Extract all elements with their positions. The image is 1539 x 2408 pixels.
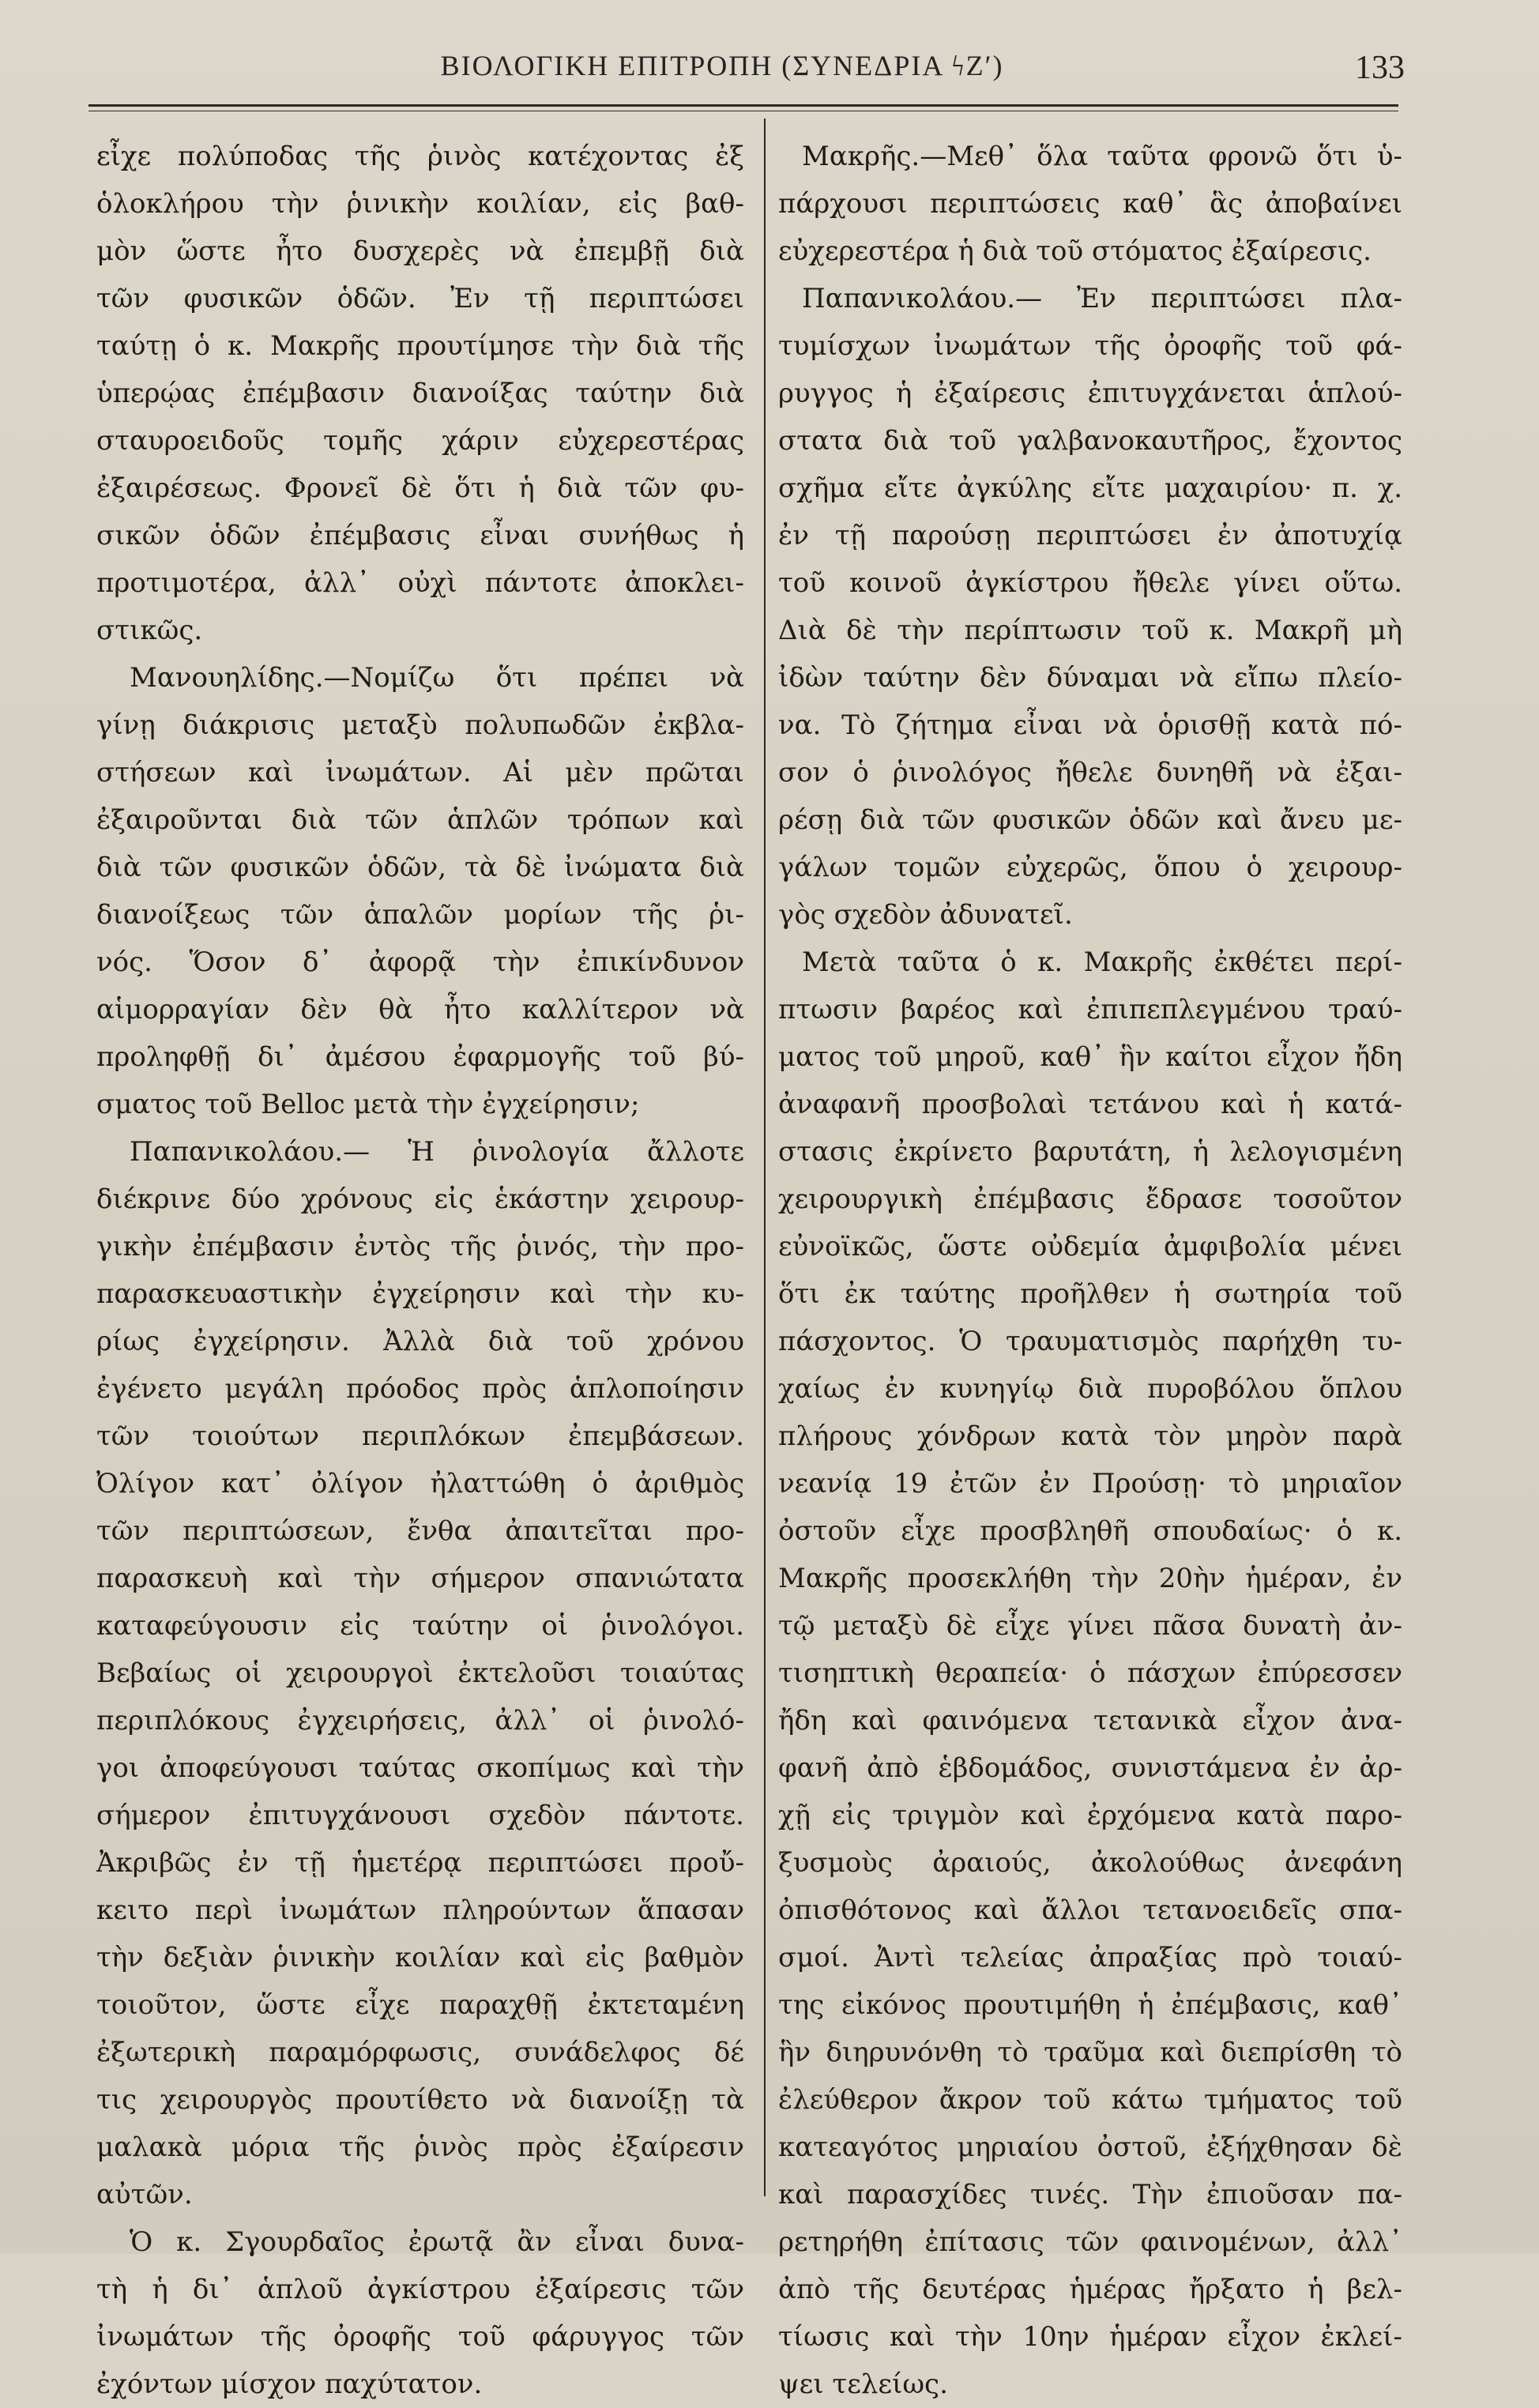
text-line: τῷ μεταξὺ δὲ εἶχε γίνει πᾶσα δυνατὴ ἀν- [778,1610,1402,1642]
text-line: ξυσμοὺς ἀραιούς, ἀκολούθως ἀνεφάνη [778,1847,1402,1879]
text-line: Ὁ κ. Σγουρδαῖος ἐρωτᾷ ἂν εἶναι δυνα- [130,2226,744,2258]
text-line: γικὴν ἐπέμβασιν ἐντὸς τῆς ῥινός, τὴν προ- [96,1231,744,1262]
text-line: νός. Ὅσον δ᾽ ἀφορᾷ τὴν ἐπικίνδυνον [96,946,744,978]
text-line: εὐνοϊκῶς, ὥστε οὐδεμία ἀμφιβολία μένει [778,1231,1402,1262]
text-line: κειτο περὶ ἰνωμάτων πληρούντων ἅπασαν [96,1894,744,1926]
text-line: προτιμοτέρα, ἀλλ᾽ οὐχὶ πάντοτε ἀποκλει- [96,567,744,599]
text-line: τυμίσχων ἰνωμάτων τῆς ὀροφῆς τοῦ φά- [778,330,1402,362]
running-title: ΒΙΟΛΟΓΙΚΗ ΕΠΙΤΡΟΠΗ (ΣΥΝΕΔΡΙΑ ϟΖ′) [440,50,1004,81]
text-line: καὶ παρασχίδες τινές. Τὴν ἐπιοῦσαν πα- [778,2179,1402,2210]
text-line: πλήρους χόνδρων κατὰ τὸν μηρὸν παρὰ [778,1420,1402,1452]
text-line: ὑπερῴας ἐπέμβασιν διανοίξας ταύτην διὰ [96,378,744,409]
text-line: Παπανικολάου.— Ἡ ῥινολογία ἄλλοτε [130,1136,744,1168]
text-line: ὀστοῦν εἶχε προσβληθῆ σπουδαίως· ὁ κ. [778,1515,1402,1547]
text-line: γὸς σχεδὸν ἀδυνατεῖ. [778,899,1073,931]
text-line: ἰδὼν ταύτην δὲν δύναμαι νὰ εἴπω πλείο- [778,662,1402,694]
text-line: σχῆμα εἴτε ἀγκύλης εἴτε μαχαιρίου· π. χ. [778,472,1402,504]
text-line: ρίως ἐγχείρησιν. Ἀλλὰ διὰ τοῦ χρόνου [96,1326,744,1357]
text-line: τις χειρουργὸς προυτίθετο νὰ διανοίξῃ τὰ [96,2084,744,2116]
text-line: ψει τελείως. [778,2368,948,2400]
text-line: ρυγγος ἡ ἐξαίρεσις ἐπιτυγχάνεται ἁπλού- [778,378,1402,409]
text-line: εἶχε πολύποδας τῆς ῥινὸς κατέχοντας ἐξ [96,141,744,172]
text-line: γοι ἀποφεύγουσι ταύτας σκοπίμως καὶ τὴν [96,1752,744,1784]
text-line: Μετὰ ταῦτα ὁ κ. Μακρῆς ἐκθέτει περί- [802,946,1402,978]
text-line: Ἀκριβῶς ἐν τῇ ἡμετέρᾳ περιπτώσει προὔ- [96,1847,744,1879]
text-line: μὸν ὥστε ἦτο δυσχερὲς νὰ ἐπεμβῇ διὰ [96,235,744,267]
text-line: ἐλεύθερον ἄκρον τοῦ κάτω τμήματος τοῦ [778,2084,1402,2116]
text-line: περιπλόκους ἐγχειρήσεις, ἀλλ᾽ οἱ ῥινολό- [96,1705,744,1736]
right-column [778,133,1402,2408]
text-line: χαίως ἐν κυνηγίῳ διὰ πυροβόλου ὅπλου [778,1373,1402,1405]
text-line: κατεαγότος μηριαίου ὀστοῦ, ἐξήχθησαν δὲ [778,2131,1402,2163]
column-divider [764,119,766,2196]
text-line: ματος τοῦ μηροῦ, καθ᾽ ἣν καίτοι εἶχον ἤδη [778,1041,1402,1073]
text-line: ἰνωμάτων τῆς ὀροφῆς τοῦ φάρυγγος τῶν [96,2321,744,2353]
text-line: ὀπισθότονος καὶ ἄλλοι τετανοειδεῖς σπα- [778,1894,1402,1926]
text-line: ἐχόντων μίσχον παχύτατον. [96,2368,483,2400]
text-line: ἣν διηρυνόνθη τὸ τραῦμα καὶ διεπρίσθη τὸ [778,2037,1402,2068]
page-number: 133 [1355,50,1405,86]
text-line: στήσεων καὶ ἰνωμάτων. Αἱ μὲν πρῶται [96,757,744,788]
text-line: τισηπτικὴ θεραπεία· ὁ πάσχων ἐπύρεσσεν [778,1657,1402,1689]
text-line: ρετηρήθη ἐπίτασις τῶν φαινομένων, ἀλλ᾽ [778,2226,1402,2258]
text-line: σικῶν ὁδῶν ἐπέμβασις εἶναι συνήθως ἡ [96,520,744,551]
text-line: στικῶς. [96,615,203,646]
text-line: ταύτῃ ὁ κ. Μακρῆς προυτίμησε τὴν διὰ τῆς [96,330,744,362]
text-line: τῶν τοιούτων περιπλόκων ἐπεμβάσεων. [96,1420,744,1452]
text-line: διέκρινε δύο χρόνους εἰς ἑκάστην χειρουρ- [96,1183,744,1215]
text-line: τοῦ κοινοῦ ἀγκίστρου ἤθελε γίνει οὕτω. [778,567,1402,599]
text-line: Μακρῆς προσεκλήθη τὴν 20ὴν ἡμέραν, ἐν [778,1563,1402,1594]
text-line: σον ὁ ῥινολόγος ἤθελε δυνηθῆ νὰ ἐξαι- [778,757,1402,788]
text-line: χῇ εἰς τριγμὸν καὶ ἐρχόμενα κατὰ παρο- [778,1800,1402,1831]
text-line: παρασκευαστικὴν ἐγχείρησιν καὶ τὴν κυ- [96,1278,744,1310]
text-line: γάλων τομῶν εὐχερῶς, ὅπου ὁ χειρουρ- [778,852,1402,883]
text-line: ρέσῃ διὰ τῶν φυσικῶν ὁδῶν καὶ ἄνευ με- [778,804,1402,836]
left-column [96,133,744,2408]
text-line: μαλακὰ μόρια τῆς ῥινὸς πρὸς ἐξαίρεσιν [96,2131,744,2163]
text-line: τὴν δεξιὰν ῥινικὴν κοιλίαν καὶ εἰς βαθμὸν [96,1942,744,1973]
text-line: Παπανικολάου.— Ἐν περιπτώσει πλα- [802,283,1402,314]
text-line: να. Τὸ ζήτημα εἶναι νὰ ὁρισθῇ κατὰ πό- [778,709,1402,741]
text-line: Μανουηλίδης.—Νομίζω ὅτι πρέπει νὰ [130,662,744,694]
text-line: τοιοῦτον, ὥστε εἶχε παραχθῇ ἐκτεταμένη [96,1989,744,2021]
text-line: παρασκευὴ καὶ τὴν σήμερον σπανιώτατα [96,1563,744,1594]
text-line: στασις ἐκρίνετο βαρυτάτη, ἡ λελογισμένη [778,1136,1402,1168]
text-line: σμοί. Ἀντὶ τελείας ἀπραξίας πρὸ τοιαύ- [778,1942,1402,1973]
text-line: διὰ τῶν φυσικῶν ὁδῶν, τὰ δὲ ἰνώματα διὰ [96,852,744,883]
text-line: της εἰκόνος προυτιμήθη ἡ ἐπέμβασις, καθ᾽ [778,1989,1402,2021]
text-line: αἱμορραγίαν δὲν θὰ ἦτο καλλίτερον νὰ [96,994,744,1025]
text-line: νεανίᾳ 19 ἐτῶν ἐν Προύσῃ· τὸ μηριαῖον [778,1468,1402,1499]
page-header [87,49,1405,104]
text-line: ὁλοκλήρου τὴν ῥινικὴν κοιλίαν, εἰς βαθ- [96,188,744,220]
text-line: αὐτῶν. [96,2179,193,2210]
text-line: σματος τοῦ Belloc μετὰ τὴν ἐγχείρησιν; [96,1089,640,1120]
text-line: πάσχοντος. Ὁ τραυματισμὸς παρήχθη τυ- [778,1326,1402,1357]
text-line: ἐξαιροῦνται διὰ τῶν ἁπλῶν τρόπων καὶ [96,804,744,836]
header-rule [88,104,1398,107]
text-line: προληφθῇ δι᾽ ἀμέσου ἐφαρμογῆς τοῦ βύ- [96,1041,744,1073]
text-line: Μακρῆς.—Μεθ᾽ ὅλα ταῦτα φρονῶ ὅτι ὑ- [802,141,1402,172]
text-line: Βεβαίως οἱ χειρουργοὶ ἐκτελοῦσι τοιαύτας [96,1657,744,1689]
text-line: ἐξαιρέσεως. Φρονεῖ δὲ ὅτι ἡ διὰ τῶν φυ- [96,472,744,504]
text-line: καταφεύγουσιν εἰς ταύτην οἱ ῥινολόγοι. [96,1610,744,1642]
text-line: πτωσιν βαρέος καὶ ἐπιπεπλεγμένου τραύ- [778,994,1402,1025]
text-line: εὐχερεστέρα ἡ διὰ τοῦ στόματος ἐξαίρεσις. [778,235,1372,267]
text-line: ἤδη καὶ φαινόμενα τετανικὰ εἶχον ἀνα- [778,1705,1402,1736]
text-line: ἐξωτερικὴ παραμόρφωσις, συνάδελφος δέ [96,2037,744,2068]
text-line: τὴ ἡ δι᾽ ἁπλοῦ ἀγκίστρου ἐξαίρεσις τῶν [96,2274,744,2305]
text-line: τῶν περιπτώσεων, ἔνθα ἀπαιτεῖται προ- [96,1515,744,1547]
text-line: τῶν φυσικῶν ὁδῶν. Ἐν τῇ περιπτώσει [96,283,744,314]
text-line: ἐγένετο μεγάλη πρόοδος πρὸς ἁπλοποίησιν [96,1373,744,1405]
text-line: τίωσις καὶ τὴν 10ην ἡμέραν εἶχον ἐκλεί- [778,2321,1402,2353]
text-line: πάρχουσι περιπτώσεις καθ᾽ ἃς ἀποβαίνει [778,188,1402,220]
text-line: σταυροειδοῦς τομῆς χάριν εὐχερεστέρας [96,425,744,457]
text-line: σήμερον ἐπιτυγχάνουσι σχεδὸν πάντοτε. [96,1800,744,1831]
text-line: ἀπὸ τῆς δευτέρας ἡμέρας ἤρξατο ἡ βελ- [778,2274,1402,2305]
text-line: φανῆ ἀπὸ ἑβδομάδος, συνιστάμενα ἐν ἀρ- [778,1752,1402,1784]
text-line: ὅτι ἐκ ταύτης προῆλθεν ἡ σωτηρία τοῦ [778,1278,1402,1310]
text-line: γίνῃ διάκρισις μεταξὺ πολυπωδῶν ἐκβλα- [96,709,744,741]
text-line: Ὀλίγον κατ᾽ ὀλίγον ἠλαττώθη ὁ ἀριθμὸς [96,1468,744,1499]
text-line: χειρουργικὴ ἐπέμβασις ἔδρασε τοσοῦτον [778,1183,1402,1215]
text-line: στατα διὰ τοῦ γαλβανοκαυτῆρος, ἔχοντος [778,425,1402,457]
text-line: ἐν τῇ παρούσῃ περιπτώσει ἐν ἀποτυχίᾳ [778,520,1402,551]
text-line: διανοίξεως τῶν ἁπαλῶν μορίων τῆς ῥι- [96,899,744,931]
text-line: ἀναφανῆ προσβολαὶ τετάνου καὶ ἡ κατά- [778,1089,1402,1120]
text-line: Διὰ δὲ τὴν περίπτωσιν τοῦ κ. Μακρῆ μὴ [778,615,1402,646]
